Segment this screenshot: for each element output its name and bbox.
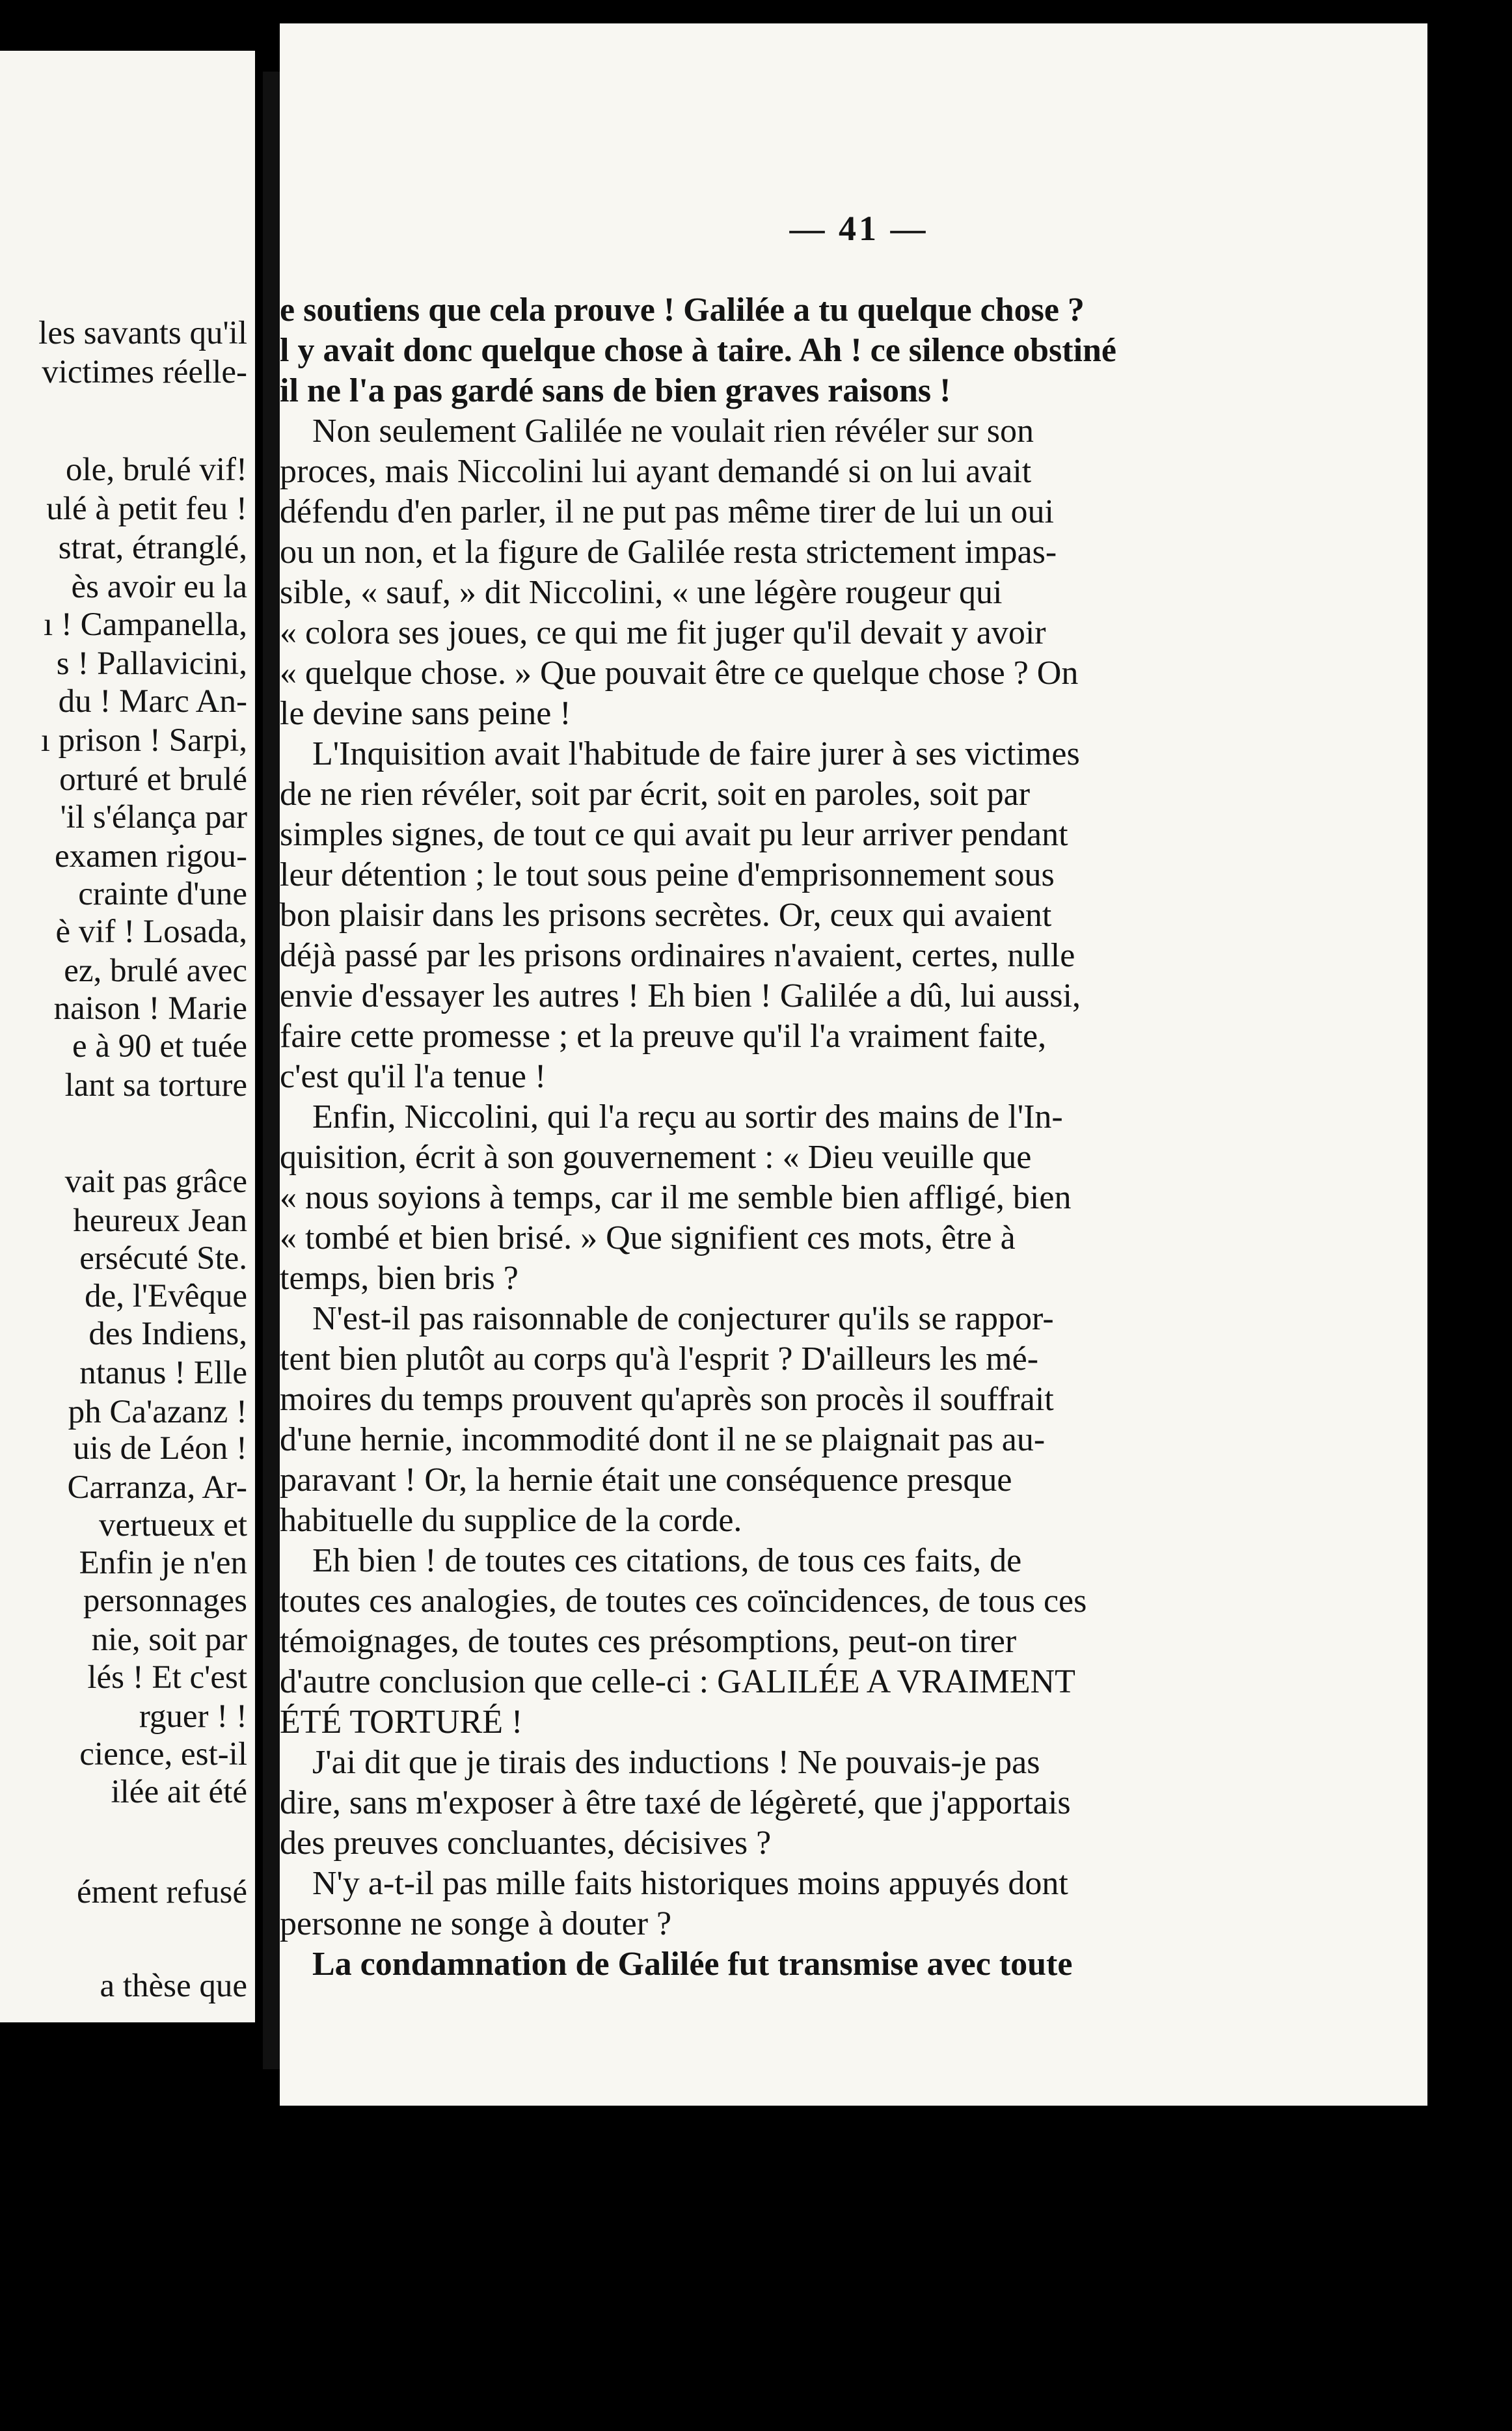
body-text-line: proces, mais Niccolini lui ayant demandé si on lui avait <box>280 453 1032 490</box>
left-page-fragment <box>0 51 255 2022</box>
left-text-line: ez, brulé avec <box>64 953 247 989</box>
body-text-line: « nous soyions à temps, car il me semble bien affligé, bien <box>280 1179 1072 1216</box>
body-text-line: quisition, écrit à son gouvernement : « Dieu veuille que <box>280 1139 1032 1176</box>
left-text-line: 'il s'élança par <box>60 799 247 835</box>
left-text-line: e à 90 et tuée <box>72 1028 247 1065</box>
body-text-line: l y avait donc quelque chose à taire. Ah ! ce silence obstiné <box>280 332 1117 369</box>
body-text-line: N'y a-t-il pas mille faits historiques moins appuyés dont <box>312 1865 1068 1902</box>
body-text-line: de ne rien révéler, soit par écrit, soit en paroles, soit par <box>280 776 1031 813</box>
left-text-line: a thèse que <box>100 1968 247 2004</box>
left-text-line: ès avoir eu la <box>71 569 247 605</box>
body-text-line: ou un non, et la figure de Galilée resta strictement impas- <box>280 534 1057 571</box>
body-text-line: toutes ces analogies, de toutes ces coïncidences, de tous ces <box>280 1582 1087 1620</box>
body-text-line: L'Inquisition avait l'habitude de faire jurer à ses victimes <box>312 735 1080 772</box>
left-text-line: ı ! Campanella, <box>44 606 247 643</box>
left-text-line: de, l'Evêque <box>85 1278 247 1314</box>
left-text-line: cience, est-il <box>79 1736 247 1772</box>
left-text-line: ulé à petit feu ! <box>46 491 247 527</box>
body-text-line: défendu d'en parler, il ne put pas même tirer de lui un oui <box>280 493 1054 530</box>
left-text-line: è vif ! Losada, <box>55 914 247 950</box>
left-text-line: ı prison ! Sarpi, <box>40 722 247 759</box>
left-text-line: ntanus ! Elle <box>79 1355 247 1391</box>
body-text-line: habituelle du supplice de la corde. <box>280 1502 742 1539</box>
body-text-line: leur détention ; le tout sous peine d'emprisonnement sous <box>280 856 1055 893</box>
left-text-line: vertueux et <box>99 1507 247 1543</box>
left-text-line: Carranza, Ar- <box>67 1469 247 1506</box>
left-text-line: personnages <box>83 1582 247 1619</box>
body-text-line: La condamnation de Galilée fut transmise avec toute <box>312 1946 1073 1983</box>
body-text-line: N'est-il pas raisonnable de conjecturer qu'ils se rappor- <box>312 1300 1054 1337</box>
body-text-line: témoignages, de toutes ces présomptions, peut-on tirer <box>280 1623 1017 1660</box>
body-text-line: d'autre conclusion que celle-ci : GALILÉE A VRAIMENT <box>280 1663 1075 1700</box>
left-text-line: orturé et brulé <box>59 761 247 798</box>
right-page <box>280 23 1427 2106</box>
body-text-line: des preuves concluantes, décisives ? <box>280 1825 772 1862</box>
body-text-line: le devine sans peine ! <box>280 695 571 732</box>
left-text-line: ersécuté Ste. <box>79 1240 247 1277</box>
body-text-line: tent bien plutôt au corps qu'à l'esprit ? D'ailleurs les mé- <box>280 1340 1039 1378</box>
left-text-line: ilée ait été <box>111 1774 247 1810</box>
left-text-line: ément refusé <box>77 1874 247 1910</box>
left-text-line: victimes réelle- <box>42 354 247 390</box>
left-text-line: crainte d'une <box>78 876 247 912</box>
body-text-line: moires du temps prouvent qu'après son procès il souffrait <box>280 1381 1054 1418</box>
left-text-line: des Indiens, <box>88 1316 247 1352</box>
left-text-line: s ! Pallavicini, <box>56 645 247 682</box>
body-text-line: d'une hernie, incommodité dont il ne se plaignait pas au- <box>280 1421 1046 1458</box>
left-text-line: lant sa torture <box>64 1067 247 1104</box>
left-text-line: ph Ca'azanz ! <box>68 1394 247 1430</box>
page-number: — 41 — <box>789 209 928 248</box>
body-text-line: sible, « sauf, » dit Niccolini, « une légère rougeur qui <box>280 574 1003 611</box>
body-text-line: J'ai dit que je tirais des inductions ! Ne pouvais-je pas <box>312 1744 1040 1781</box>
body-text-line: dire, sans m'exposer à être taxé de légèreté, que j'apportais <box>280 1784 1071 1821</box>
body-text-line: paravant ! Or, la hernie était une conséquence presque <box>280 1461 1012 1499</box>
left-text-line: heureux Jean <box>73 1202 247 1239</box>
body-text-line: personne ne songe à douter ? <box>280 1905 672 1942</box>
body-text-line: il ne l'a pas gardé sans de bien graves raisons ! <box>280 372 951 409</box>
left-text-line: naison ! Marie <box>53 990 247 1027</box>
body-text-line: déjà passé par les prisons ordinaires n'avaient, certes, nulle <box>280 937 1075 974</box>
body-text-line: ÉTÉ TORTURÉ ! <box>280 1704 523 1741</box>
left-text-line: Enfin je n'en <box>79 1545 247 1581</box>
left-text-line: examen rigou- <box>55 838 247 875</box>
left-text-line: rguer ! ! <box>139 1698 247 1735</box>
body-text-line: « colora ses joues, ce qui me fit juger qu'il devait y avoir <box>280 614 1046 651</box>
left-text-line: les savants qu'il <box>38 315 247 351</box>
left-text-line: strat, étranglé, <box>58 530 247 566</box>
body-text-line: « quelque chose. » Que pouvait être ce quelque chose ? On <box>280 655 1079 692</box>
body-text-line: Enfin, Niccolini, qui l'a reçu au sortir des mains de l'In- <box>312 1098 1063 1135</box>
left-text-line: nie, soit par <box>91 1622 247 1658</box>
body-text-line: e soutiens que cela prouve ! Galilée a tu quelque chose ? <box>280 292 1085 329</box>
body-text-line: temps, bien bris ? <box>280 1260 519 1297</box>
left-text-line: lés ! Et c'est <box>87 1659 247 1696</box>
left-text-line: uis de Léon ! <box>73 1430 247 1467</box>
left-text-line: ole, brulé vif! <box>66 452 247 488</box>
body-text-line: Eh bien ! de toutes ces citations, de tous ces faits, de <box>312 1542 1022 1579</box>
body-text-line: « tombé et bien brisé. » Que signifient ces mots, être à <box>280 1219 1016 1256</box>
body-text-line: bon plaisir dans les prisons secrètes. Or, ceux qui avaient <box>280 897 1052 934</box>
body-text-line: c'est qu'il l'a tenue ! <box>280 1058 547 1095</box>
left-text-line: vait pas grâce <box>64 1163 247 1200</box>
left-text-line: du ! Marc An- <box>58 683 247 720</box>
body-text-line: simples signes, de tout ce qui avait pu leur arriver pendant <box>280 816 1068 853</box>
body-text-line: envie d'essayer les autres ! Eh bien ! Galilée a dû, lui aussi, <box>280 977 1081 1014</box>
body-text-line: faire cette promesse ; et la preuve qu'il l'a vraiment faite, <box>280 1018 1047 1055</box>
body-text-line: Non seulement Galilée ne voulait rien révéler sur son <box>312 413 1034 450</box>
